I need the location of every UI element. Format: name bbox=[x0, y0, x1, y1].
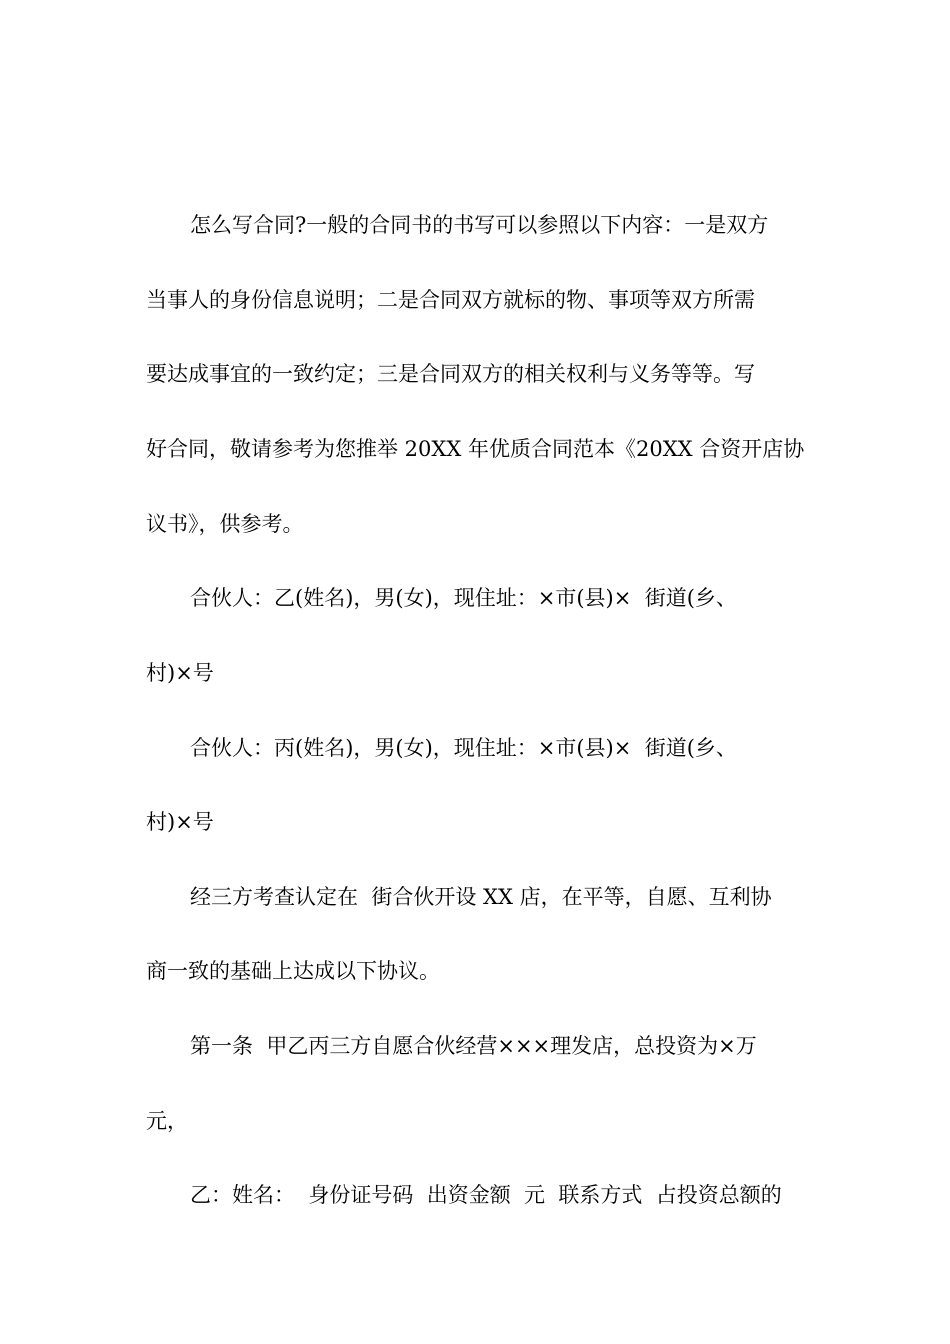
partner-b-line-1: 合伙人：乙(姓名)，男(女)，现住址：×市(县)× 街道(乡、 bbox=[190, 586, 737, 610]
paragraph-intro-line-1: 怎么写合同?一般的合同书的书写可以参照以下内容：一是双方 bbox=[190, 213, 769, 237]
partner-c-line-2: 村)×号 bbox=[146, 810, 214, 834]
agreement-basis-line-2: 商一致的基础上达成以下协议。 bbox=[146, 959, 440, 983]
paragraph-intro-line-2: 当事人的身份信息说明；二是合同双方就标的物、事项等双方所需 bbox=[146, 288, 755, 312]
article-one-line-2: 元， bbox=[146, 1109, 188, 1133]
article-one-line-1: 第一条 甲乙丙三方自愿合伙经营×××理发店，总投资为×万 bbox=[190, 1034, 757, 1058]
partner-c-line-1: 合伙人：丙(姓名)，男(女)，现住址：×市(县)× 街道(乡、 bbox=[190, 736, 737, 760]
agreement-basis-line-1: 经三方考查认定在 街合伙开设 XX 店，在平等，自愿、互利协 bbox=[190, 885, 772, 909]
paragraph-intro-line-5: 议书》，供参考。 bbox=[146, 512, 304, 536]
paragraph-intro-line-3: 要达成事宜的一致约定；三是合同双方的相关权利与义务等等。写 bbox=[146, 362, 755, 386]
partner-b-line-2: 村)×号 bbox=[146, 661, 214, 685]
partner-b-details-line: 乙：姓名： 身份证号码 出资金额 元 联系方式 占投资总额的 bbox=[190, 1183, 782, 1207]
paragraph-intro-line-4: 好合同，敬请参考为您推举 20XX 年优质合同范本《20XX 合资开店协 bbox=[146, 437, 805, 461]
